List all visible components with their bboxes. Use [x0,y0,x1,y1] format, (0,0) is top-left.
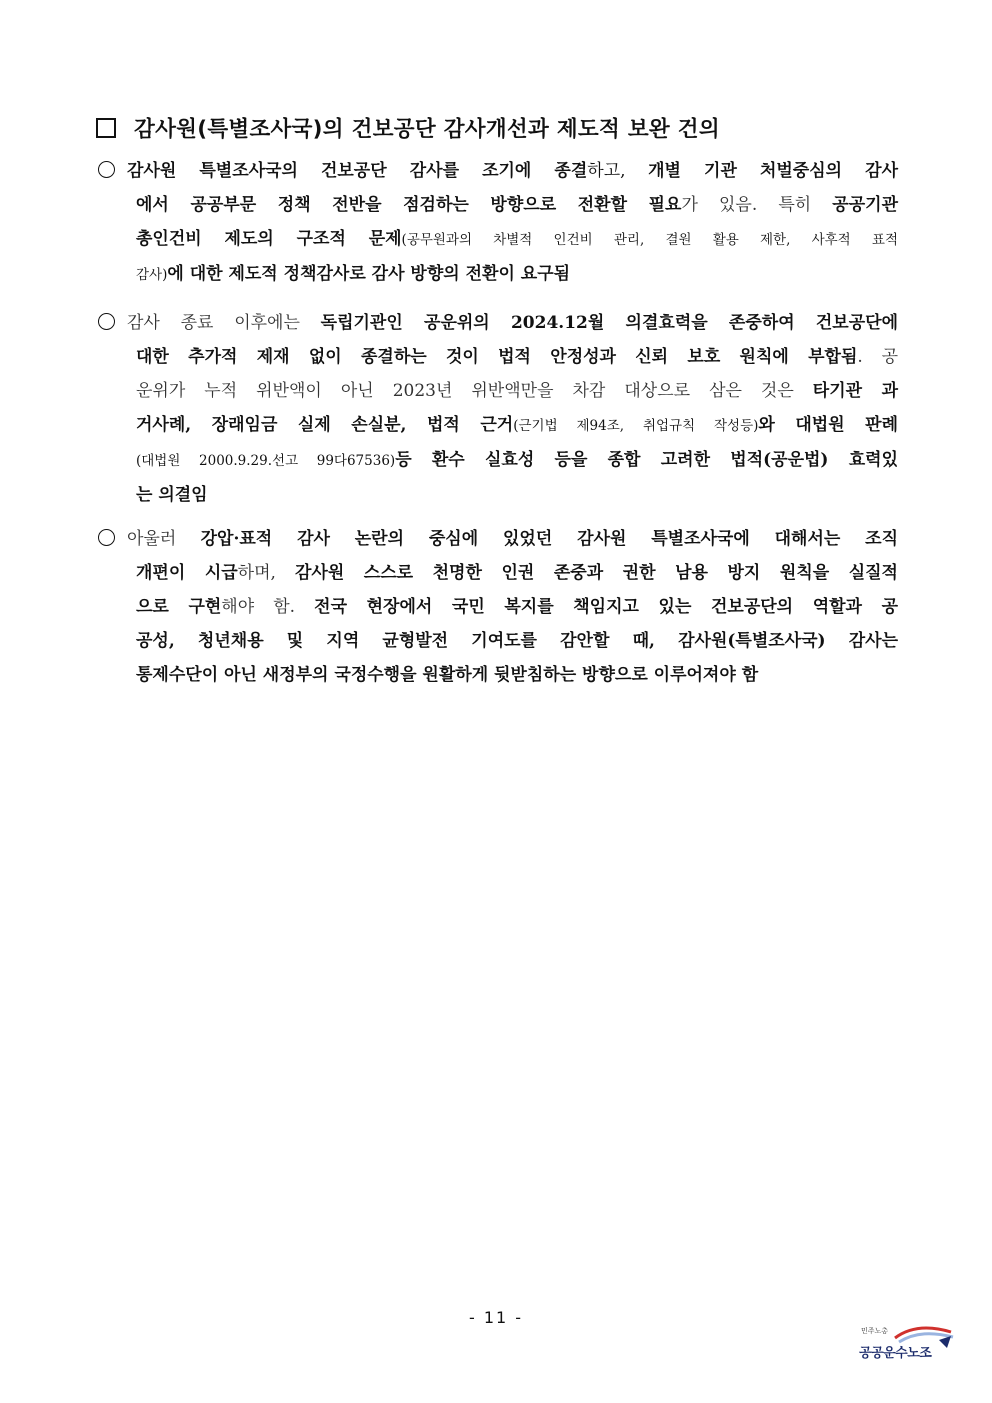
paragraph-line: 대한 추가적 제재 없이 종결하는 것이 법적 안정성과 신뢰 보호 원칙에 부합됨. 공 [136,347,899,367]
paragraph-line: 아울러 강압·표적 감사 논란의 중심에 있었던 감사원 특별조사국에 대해서는 조직 [98,522,898,556]
paragraph-line: 에서 공공부문 정책 전반을 점검하는 방향으로 전환할 필요가 있음. 특히 공공기관 [136,195,898,215]
paragraph-line: 총인건비 제도의 구조적 문제(공무원과의 차별적 인건비 관리, 결원 활용 제한, 사후적 표적 [136,229,898,249]
logo-main-text: 공공운수노조 [859,1346,932,1361]
page-number: - 11 - [468,1308,524,1327]
paragraph-line: 공성, 청년채용 및 지역 균형발전 기여도를 감안할 때, 감사원(특별조사국) 감사는 [136,631,898,651]
paragraph-3 [98,522,898,692]
paragraph-line: 거사례, 장래임금 실제 손실분, 법적 근거(근기법 제94조, 취업규칙 작성등)와 대법원 판례 [136,415,898,435]
paragraph-line: 감사원 특별조사국의 건보공단 감사를 조기에 종결하고, 개별 기관 처벌중심의 감사 [98,154,898,188]
paragraph-line: (대법원 2000.9.29.선고 99다67536)등 환수 실효성 등을 종합 고려한 법적(공운법) 효력있 [136,450,898,470]
paragraph-line: 운위가 누적 위반액이 아닌 2023년 위반액만을 차감 대상으로 삼은 것은 타기관 과 [136,381,898,401]
section-heading [96,112,916,143]
checkbox-square-icon [96,118,116,138]
paragraph-line: 으로 구현해야 함. 전국 현장에서 국민 복지를 책임지고 있는 건보공단의 역할과 공 [136,597,898,617]
paragraph-2 [98,306,898,512]
circle-bullet-icon [98,529,115,546]
circle-bullet-icon [98,313,115,330]
paragraph-line: 감사 종료 이후에는 독립기관인 공운위의 2024.12월 의결효력을 존중하여 건보공단에 [98,306,898,340]
circle-bullet-icon [98,161,115,178]
heading-title: 감사원(특별조사국)의 건보공단 감사개선과 제도적 보완 건의 [134,117,720,142]
paragraph-line: 개편이 시급하며, 감사원 스스로 천명한 인권 존중과 권한 남용 방지 원칙을 실질적 [136,563,898,583]
paragraph-line: 통제수단이 아닌 새정부의 국정수행을 원활하게 뒷받침하는 방향으로 이루어져야 함 [136,665,759,685]
paragraph-line: 는 의결임 [136,485,208,505]
logo-small-text: 민주노총 [861,1327,889,1335]
union-logo [855,1320,955,1364]
paragraph-line: 감사)에 대한 제도적 정책감사로 감사 방향의 전환이 요구됨 [136,264,571,284]
paragraph-1 [98,154,898,292]
